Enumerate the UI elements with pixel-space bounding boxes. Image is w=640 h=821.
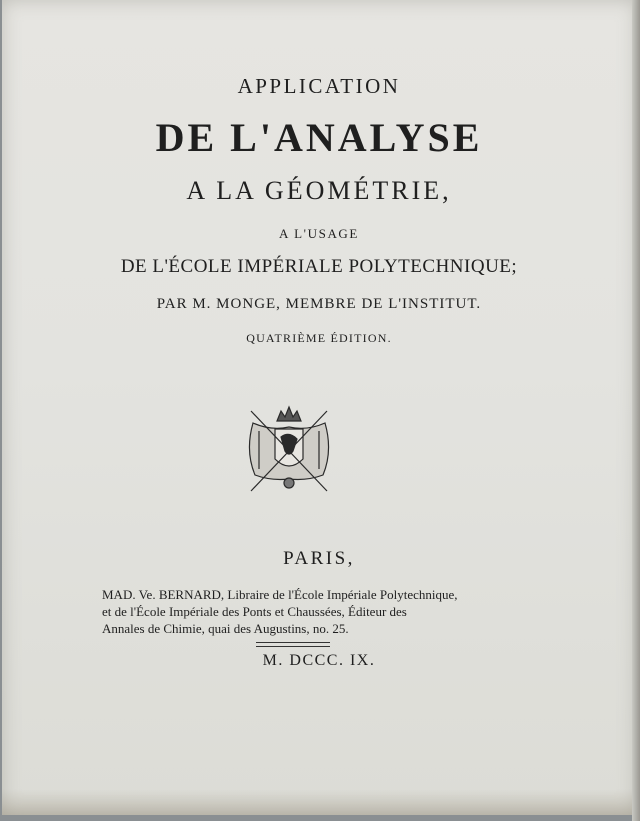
- page-edge-shadow: [632, 0, 640, 821]
- publisher-line: Annales de Chimie, quai des Augustins, no. 25.: [102, 621, 349, 636]
- edition-line: QUATRIÈME ÉDITION.: [246, 331, 392, 345]
- title-line-usage: A L'USAGE: [279, 226, 359, 241]
- publisher-line: et de l'École Impériale des Ponts et Chaussées, Éditeur des: [102, 604, 407, 619]
- title-line-analyse: DE L'ANALYSE: [155, 115, 483, 160]
- publisher-line: MAD. Ve. BERNARD, Libraire de l'École Impériale Polytechnique,: [102, 587, 458, 602]
- double-rule-top: [256, 642, 330, 643]
- city-line: PARIS,: [283, 548, 355, 569]
- title-page: [2, 0, 636, 815]
- title-line-ecole: DE L'ÉCOLE IMPÉRIALE POLYTECHNIQUE;: [120, 256, 518, 277]
- publisher-imprint: [102, 586, 526, 637]
- double-rule-bottom: [256, 646, 330, 647]
- title-line-geometrie: A LA GÉOMÉTRIE,: [186, 176, 452, 205]
- imperial-coat-of-arms-icon: [241, 401, 337, 497]
- author-line: PAR M. MONGE, MEMBRE DE L'INSTITUT.: [156, 296, 482, 312]
- title-line-application: APPLICATION: [237, 74, 401, 98]
- year-line: M. DCCC. IX.: [262, 652, 376, 669]
